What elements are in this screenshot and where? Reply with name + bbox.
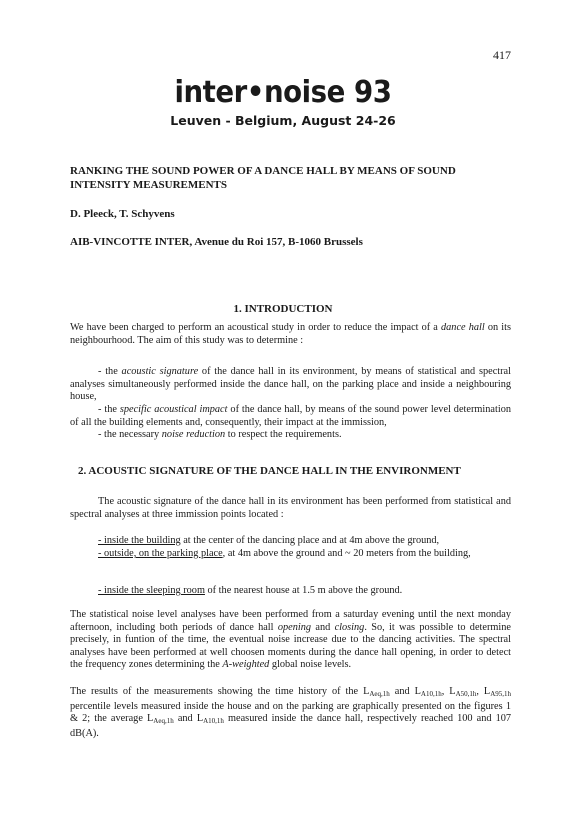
intro-paragraph: We have been charged to perform an acoustical study in order to reduce the impact of a dance hall on its neighbourhood. The aim of this study was to determine : [70, 322, 511, 346]
statistical-analyses-paragraph: The statistical noise level analyses have been performed from a saturday evening until the next monday afternoon, including both periods of dance hall opening and closing. So, it was possible to determine precisely, in funtion of the time, the eventual noise increase due to the dancing activities. The spectral analyses have been performed at well choosen moments during the dance hall opening, in order to detect the frequency zones determining the A-weighted global noise levels. [70, 609, 511, 670]
conference-logo: inter•noise 93 [174, 75, 392, 110]
intro-bullet-acoustic-signature: - the acoustic signature of the dance hall in its environment, by means of statistical and spectral analyses simultaneously performed inside the dance hall, on the parking place and inside a neighbouring house, [70, 366, 511, 402]
immission-point-inside-building: - inside the building at the center of the dancing place and at 4m above the ground, [98, 535, 440, 546]
paper-affiliation: AIB-VINCOTTE INTER, Avenue du Roi 157, B-1060 Brussels [70, 236, 363, 248]
immission-point-parking: - outside, on the parking place, at 4m above the ground and ~ 20 meters from the building, [98, 548, 471, 559]
paper-title: RANKING THE SOUND POWER OF A DANCE HALL BY MEANS OF SOUND INTENSITY MEASUREMENTS [70, 165, 456, 191]
results-paragraph: The results of the measurements showing the time history of the $L_{Aeq,1h}$ and $L_{A10,1h}$, $L_{A50,1h}$, $L_{A95,1h}$ percentile levels measured inside the house and on the parking are graphically presented on the figures 1 & 2; the average $L_{Aeq,1h}$ and $L_{A10,1h}$ measured inside the dance hall, respectively reached 100 and 107 dB(A). [70, 686, 512, 739]
section-heading-acoustic-signature: 2. ACOUSTIC SIGNATURE OF THE DANCE HALL IN THE ENVIRONMENT [78, 465, 461, 477]
paper-authors: D. Pleeck, T. Schyvens [70, 208, 175, 220]
signature-paragraph: The acoustic signature of the dance hall in its environment has been performed from statistical and spectral analyses at three immission points located : [70, 496, 511, 520]
intro-bullet-noise-reduction: - the necessary noise reduction to respect the requirements. [98, 429, 342, 440]
immission-point-sleeping-room: - inside the sleeping room of the nearest house at 1.5 m above the ground. [98, 585, 403, 596]
intro-bullet-acoustical-impact: - the specific acoustical impact of the dance hall, by means of the sound power level determination of all the building elements and, consequently, their impact at the immission, [70, 404, 511, 428]
section-heading-introduction: 1. INTRODUCTION [233, 303, 333, 315]
page-number: 417 [493, 48, 511, 62]
conference-venue: Leuven - Belgium, August 24-26 [170, 113, 396, 128]
